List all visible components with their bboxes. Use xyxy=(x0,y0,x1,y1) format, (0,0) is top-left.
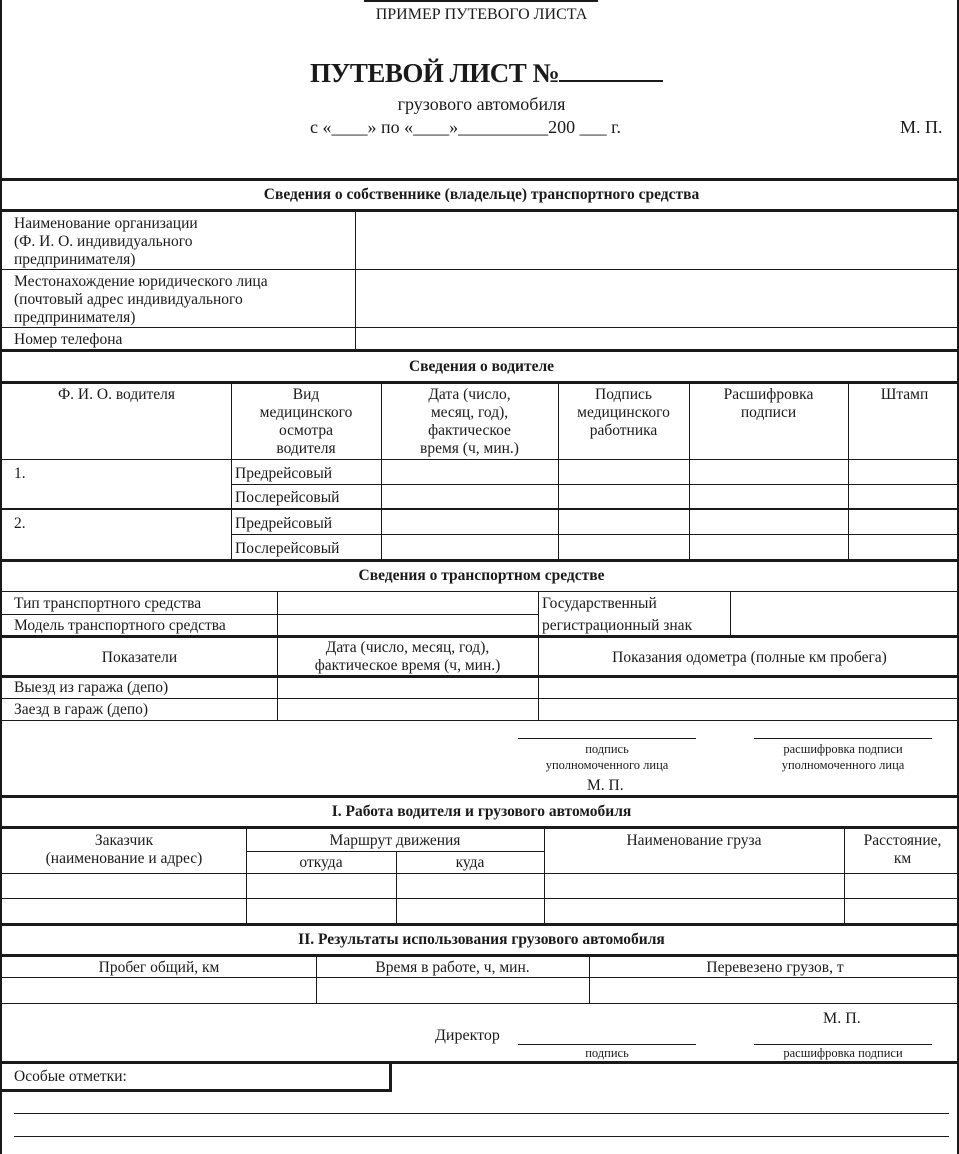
divider xyxy=(2,635,959,638)
divider xyxy=(730,591,731,636)
divider xyxy=(2,898,959,899)
divider xyxy=(2,459,959,460)
owner-address-field[interactable] xyxy=(357,270,959,327)
owner-org-field[interactable] xyxy=(357,212,959,269)
form-subtitle: грузового автомобиля xyxy=(397,94,566,114)
divider xyxy=(2,614,538,615)
period-field[interactable]: с «____» по «____»__________200 ___ г. xyxy=(310,117,621,137)
divider xyxy=(2,591,959,592)
owner-section-title: Сведения о собственнике (владельце) транспортного средства xyxy=(263,186,700,203)
director-decode-caption: расшифровка подписи xyxy=(783,1046,903,1060)
divider xyxy=(2,559,959,562)
divider xyxy=(2,349,959,352)
results-section-title: II. Результаты использования грузового автомобиля xyxy=(298,931,665,948)
divider xyxy=(2,720,959,721)
reg-plate-label: Государственный регистрационный знак xyxy=(542,595,693,634)
col-driver-name: Ф. И. О. водителя xyxy=(57,386,176,403)
vehicle-model-label: Модель транспортного средства xyxy=(14,617,226,634)
col-exam-date: Дата (число, месяц, год), фактическое время (ч, мин.) xyxy=(420,386,519,457)
garage-exit-label: Выезд из гаража (депо) xyxy=(14,679,169,696)
stamp-place: М. П. xyxy=(900,117,943,137)
divider xyxy=(2,381,959,384)
divider xyxy=(848,384,849,559)
divider xyxy=(2,873,959,874)
vehicle-section-title: Сведения о транспортном средстве xyxy=(358,567,605,584)
col-route-from: откуда xyxy=(299,854,343,871)
driver-1-number: 1. xyxy=(14,465,26,482)
divider xyxy=(2,977,959,978)
divider xyxy=(2,508,959,510)
col-date-time: Дата (число, месяц, год), фактическое время (ч, мин.) xyxy=(314,639,501,674)
signature-decode-line[interactable] xyxy=(754,738,932,739)
form-title xyxy=(310,58,663,89)
form-title-text: ПУТЕВОЙ ЛИСТ № xyxy=(310,58,560,88)
col-work-time: Время в работе, ч, мин. xyxy=(375,959,530,976)
notes-line-1[interactable] xyxy=(14,1113,949,1114)
col-signature-decode: Расшифровка подписи xyxy=(723,386,814,421)
col-indicators: Показатели xyxy=(101,649,178,666)
stamp-place: М. П. xyxy=(823,1010,861,1027)
col-medic-signature: Подпись медицинского работника xyxy=(577,386,670,439)
col-cargo: Наименование груза xyxy=(626,832,762,849)
divider xyxy=(2,698,959,699)
col-exam-type: Вид медицинского осмотра водителя xyxy=(259,386,353,457)
divider xyxy=(2,826,959,829)
owner-org-label: Наименование организации (Ф. И. О. индивидуального предпринимателя) xyxy=(14,215,198,268)
divider xyxy=(2,795,959,798)
owner-phone-field[interactable] xyxy=(357,328,959,349)
col-stamp: Штамп xyxy=(880,386,929,403)
director-signature-caption: подпись xyxy=(585,1046,629,1060)
owner-phone-label: Номер телефона xyxy=(14,331,123,348)
signature-caption: подпись уполномоченного лица xyxy=(545,742,669,772)
sample-label: ПРИМЕР ПУТЕВОГО ЛИСТА xyxy=(375,6,588,23)
notes-label: Особые отметки: xyxy=(14,1068,127,1085)
col-cargo-transported: Перевезено грузов, т xyxy=(706,959,844,976)
top-rule xyxy=(364,0,598,2)
work-section-title: I. Работа водителя и грузового автомобиля xyxy=(331,803,632,820)
col-route-to: куда xyxy=(455,854,485,871)
signature-decode-caption: расшифровка подписи уполномоченного лица xyxy=(781,742,905,772)
col-odometer: Показания одометра (полные км пробега) xyxy=(612,649,887,666)
divider xyxy=(246,851,544,852)
divider xyxy=(355,212,356,349)
divider xyxy=(2,1003,959,1004)
col-customer: Заказчик (наименование и адрес) xyxy=(45,832,203,867)
driver-2-pretrip: Предрейсовый xyxy=(235,515,333,532)
notes-line-2[interactable] xyxy=(14,1136,949,1137)
director-label: Директор xyxy=(435,1027,500,1044)
driver-2-number: 2. xyxy=(14,515,26,532)
divider xyxy=(231,484,959,485)
divider xyxy=(2,178,959,181)
driver-section-title: Сведения о водителе xyxy=(408,358,555,375)
driver-1-posttrip: Послерейсовый xyxy=(235,489,340,506)
waybill-number-field[interactable] xyxy=(559,58,663,82)
col-route: Маршрут движения xyxy=(329,832,461,849)
col-total-mileage: Пробег общий, км xyxy=(98,959,220,976)
col-distance: Расстояние, км xyxy=(863,832,942,867)
divider xyxy=(231,534,959,535)
divider xyxy=(2,923,959,926)
driver-2-posttrip: Послерейсовый xyxy=(235,540,340,557)
divider xyxy=(2,675,959,678)
vehicle-type-label: Тип транспортного средства xyxy=(14,595,202,612)
divider xyxy=(2,954,959,957)
driver-1-pretrip: Предрейсовый xyxy=(235,465,333,482)
owner-address-label: Местонахождение юридического лица (почтовый адрес индивидуального предпринимателя) xyxy=(14,273,268,326)
signature-line[interactable] xyxy=(518,738,696,739)
stamp-place: М. П. xyxy=(587,777,624,794)
garage-return-label: Заезд в гараж (депо) xyxy=(14,701,149,718)
